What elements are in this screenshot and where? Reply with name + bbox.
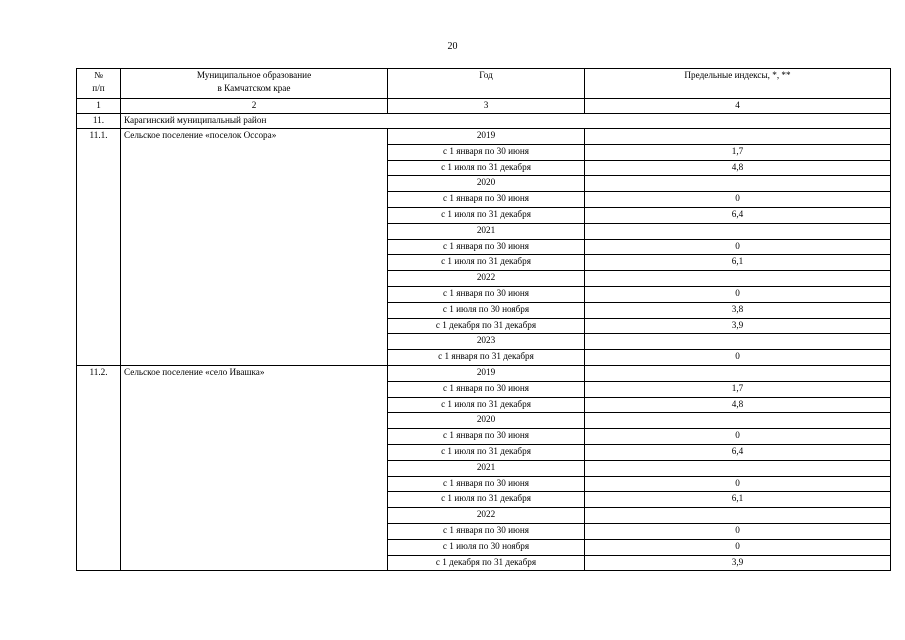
column-number: 4 (585, 99, 891, 114)
period-cell: с 1 января по 30 июня (388, 144, 585, 160)
period-cell: с 1 июля по 31 декабря (388, 492, 585, 508)
period-cell: 2021 (388, 223, 585, 239)
header-num (77, 69, 121, 99)
period-cell: с 1 января по 30 июня (388, 381, 585, 397)
period-cell: с 1 января по 31 декабря (388, 350, 585, 366)
period-cell: с 1 января по 30 июня (388, 476, 585, 492)
settlement-name: Сельское поселение «поселок Оссора» (121, 129, 388, 366)
period-cell: 2019 (388, 365, 585, 381)
index-value-cell: 3,9 (585, 555, 891, 571)
column-number-row (77, 99, 891, 114)
settlement-name: Сельское поселение «село Ивашка» (121, 365, 388, 570)
header-num-line1: № (94, 70, 103, 80)
index-value-cell: 0 (585, 192, 891, 208)
index-value-cell: 6,1 (585, 255, 891, 271)
table-row (77, 365, 891, 381)
header-indices: Предельные индексы, *, ** (585, 69, 891, 99)
index-value-cell: 0 (585, 239, 891, 255)
column-number: 2 (121, 99, 388, 114)
index-value-cell: 3,8 (585, 302, 891, 318)
index-value-cell: 0 (585, 476, 891, 492)
index-value-cell: 1,7 (585, 144, 891, 160)
period-cell: с 1 января по 30 июня (388, 429, 585, 445)
index-value-cell (585, 129, 891, 145)
header-municipality-line2: в Камчатском крае (217, 83, 291, 93)
period-cell: с 1 января по 30 июня (388, 286, 585, 302)
index-value-cell (585, 508, 891, 524)
index-value-cell: 6,1 (585, 492, 891, 508)
period-cell: с 1 января по 30 июня (388, 523, 585, 539)
district-name: Карагинский муниципальный район (121, 114, 891, 129)
index-value-cell: 6,4 (585, 207, 891, 223)
header-num-line2: п/п (92, 83, 105, 93)
period-cell: 2022 (388, 508, 585, 524)
index-value-cell: 0 (585, 350, 891, 366)
column-number: 3 (388, 99, 585, 114)
period-cell: с 1 июля по 31 декабря (388, 255, 585, 271)
period-cell: 2020 (388, 176, 585, 192)
period-cell: с 1 января по 30 июня (388, 239, 585, 255)
period-cell: с 1 июля по 31 декабря (388, 160, 585, 176)
district-num: 11. (77, 114, 121, 129)
index-value-cell: 0 (585, 429, 891, 445)
settlement-num: 11.2. (77, 365, 121, 570)
index-value-cell: 6,4 (585, 444, 891, 460)
period-cell: с 1 июля по 31 декабря (388, 444, 585, 460)
table-header-row (77, 69, 891, 99)
index-value-cell: 4,8 (585, 397, 891, 413)
index-value-cell (585, 334, 891, 350)
district-row (77, 114, 891, 129)
index-value-cell: 4,8 (585, 160, 891, 176)
index-value-cell: 0 (585, 539, 891, 555)
header-municipality (121, 69, 388, 99)
period-cell: с 1 июля по 31 декабря (388, 397, 585, 413)
settlement-num: 11.1. (77, 129, 121, 366)
period-cell: с 1 июля по 30 ноября (388, 302, 585, 318)
index-value-cell (585, 223, 891, 239)
tariff-index-table (76, 68, 891, 571)
period-cell: 2020 (388, 413, 585, 429)
header-year: Год (388, 69, 585, 99)
page-number: 20 (447, 41, 458, 52)
index-value-cell: 3,9 (585, 318, 891, 334)
period-cell: с 1 января по 30 июня (388, 192, 585, 208)
period-cell: с 1 декабря по 31 декабря (388, 555, 585, 571)
table-body (77, 129, 891, 571)
index-value-cell (585, 365, 891, 381)
index-value-cell (585, 176, 891, 192)
index-value-cell (585, 271, 891, 287)
index-value-cell (585, 460, 891, 476)
period-cell: 2019 (388, 129, 585, 145)
index-value-cell: 1,7 (585, 381, 891, 397)
header-municipality-line1: Муниципальное образование (196, 70, 312, 80)
table-row (77, 129, 891, 145)
index-value-cell: 0 (585, 286, 891, 302)
period-cell: 2022 (388, 271, 585, 287)
index-value-cell: 0 (585, 523, 891, 539)
column-number: 1 (77, 99, 121, 114)
period-cell: 2021 (388, 460, 585, 476)
period-cell: 2023 (388, 334, 585, 350)
period-cell: с 1 июля по 30 ноября (388, 539, 585, 555)
period-cell: с 1 июля по 31 декабря (388, 207, 585, 223)
index-value-cell (585, 413, 891, 429)
period-cell: с 1 декабря по 31 декабря (388, 318, 585, 334)
